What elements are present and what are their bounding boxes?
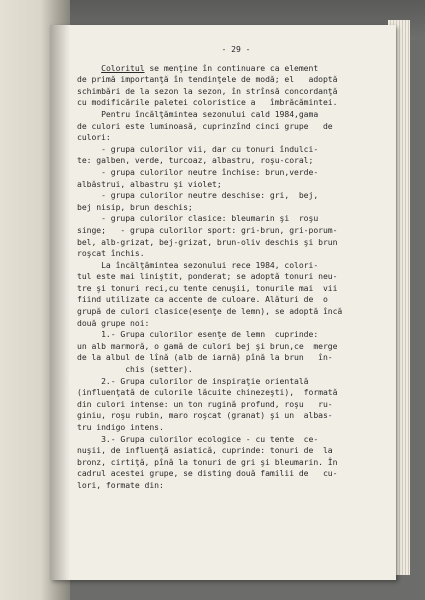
line-indent [77,63,101,73]
text-line [77,294,395,306]
line-text: - grupa culorilor neutre deschise: gri, bej, [77,190,319,201]
page-text [77,44,395,492]
line-text: două grupe noi: [77,317,150,328]
line-text: grupă de culori clasice(esenţe de lemn), se adoptă încă [77,306,343,317]
line-text: Pentru încălţămintea sezonului cald 1984,gama [77,108,319,119]
text-line [77,248,395,260]
text-line [77,318,395,330]
text-line [77,97,395,109]
text-line [77,306,395,318]
text-line [77,468,395,480]
line-text: nuşii, de influenţă asiatică, cuprinde: tonuri de la [77,445,333,456]
line-text: (influenţată de culorile lăcuite chinezeşti), formată [77,387,338,398]
line-text: - grupa culorilor vii, dar cu tonuri îndulci- [77,143,319,154]
text-line [77,364,395,376]
line-text: tul este mai liniştit, ponderat; se adoptă tonuri neu- [77,271,338,282]
line-text: 3.- Grupa culorilor ecologice - cu tente ce- [77,433,319,444]
line-text: - grupa culorilor neutre închise: brun,verde- [77,166,319,177]
text-line [77,167,395,179]
text-line [77,271,395,283]
text-line [77,225,395,237]
line-text: La încălţămintea sezonului rece 1984, colori- [77,259,319,270]
line-text: te: galben, verde, turcoaz, albastru, roşu-coral; [77,155,314,166]
text-line [77,352,395,364]
line-text: schimbări de la sezon la sezon, în strînsă concordanţă [77,85,338,96]
line-text: chis (setter). [77,364,193,375]
line-text: giniu, roşu rubin, maro roşcat (granat) şi un albas- [77,410,333,421]
line-text: singe; - grupa culorilor sport: gri-brun, gri-porum- [77,224,338,235]
text-line [77,109,395,121]
text-line [77,202,395,214]
text-lines [77,63,395,492]
text-line [77,86,395,98]
line-text: fiind utilizate ca accente de culoare. Alături de o [77,294,328,305]
line-text: 1.- Grupa culorilor esenţe de lemn cuprinde: [77,329,319,340]
line-text: cu modificările paletei coloristice a îmbrăcămintei. [77,97,338,108]
page-number: - 29 - [221,44,251,54]
line-text: se menţine în continuare ca element [144,62,319,73]
line-text: tru indigo intens. [77,422,164,432]
line-text: din culori intense: un ton rugină profund, roşu ru- [77,398,333,409]
page-gutter-shadow [50,25,70,580]
text-line [77,341,395,353]
line-text: cadrul acestei grupe, se disting două familii de cu- [77,468,338,479]
text-line [77,213,395,225]
line-text: albăstrui, albastru şi violet; [77,178,222,189]
text-line [77,237,395,249]
text-line [77,422,395,434]
line-text: culori: [77,132,111,143]
text-line [77,387,395,399]
line-text: roşcat închis. [77,248,145,259]
text-line [77,329,395,341]
line-text: bel, alb-grizat, bej-grizat, brun-oliv deschis şi brun [77,236,338,247]
text-line [77,283,395,295]
line-text: - grupa culorilor clasice: bleumarin şi roşu [77,213,319,224]
text-line [77,376,395,388]
line-text: 2.- Grupa culorilor de inspiraţie orientală [77,375,309,386]
text-line [77,63,395,75]
text-line [77,144,395,156]
line-text: bronz, cirtiţă, pînă la tonuri de gri şi bleumarin. În [77,456,338,467]
text-line [77,480,395,492]
text-line [77,179,395,191]
text-line [77,457,395,469]
text-line [77,121,395,133]
line-text: lori, formate din: [77,479,164,490]
line-text: de la albul de lînă (alb de iarnă) pînă la brun în- [77,352,333,363]
text-line [77,74,395,86]
text-line [77,434,395,446]
line-text: de culori este luminoasă, cuprinzînd cinci grupe de [77,120,333,131]
line-text: un alb marmoră, o gamă de culori bej şi brun,ce merge [77,340,338,351]
line-text: bej nisip, brun deschis; [77,201,193,212]
text-line [77,399,395,411]
text-line [77,445,395,457]
line-text: de primă importanţă în tendinţele de modă; el adoptă [77,74,338,85]
text-line [77,260,395,272]
underlined-term: Coloritul [101,62,145,73]
text-line [77,190,395,202]
text-line [77,410,395,422]
text-line [77,132,395,144]
text-line [77,155,395,167]
line-text: tre şi tonuri reci,cu tente cenuşii, tonurile mai vii [77,282,338,293]
